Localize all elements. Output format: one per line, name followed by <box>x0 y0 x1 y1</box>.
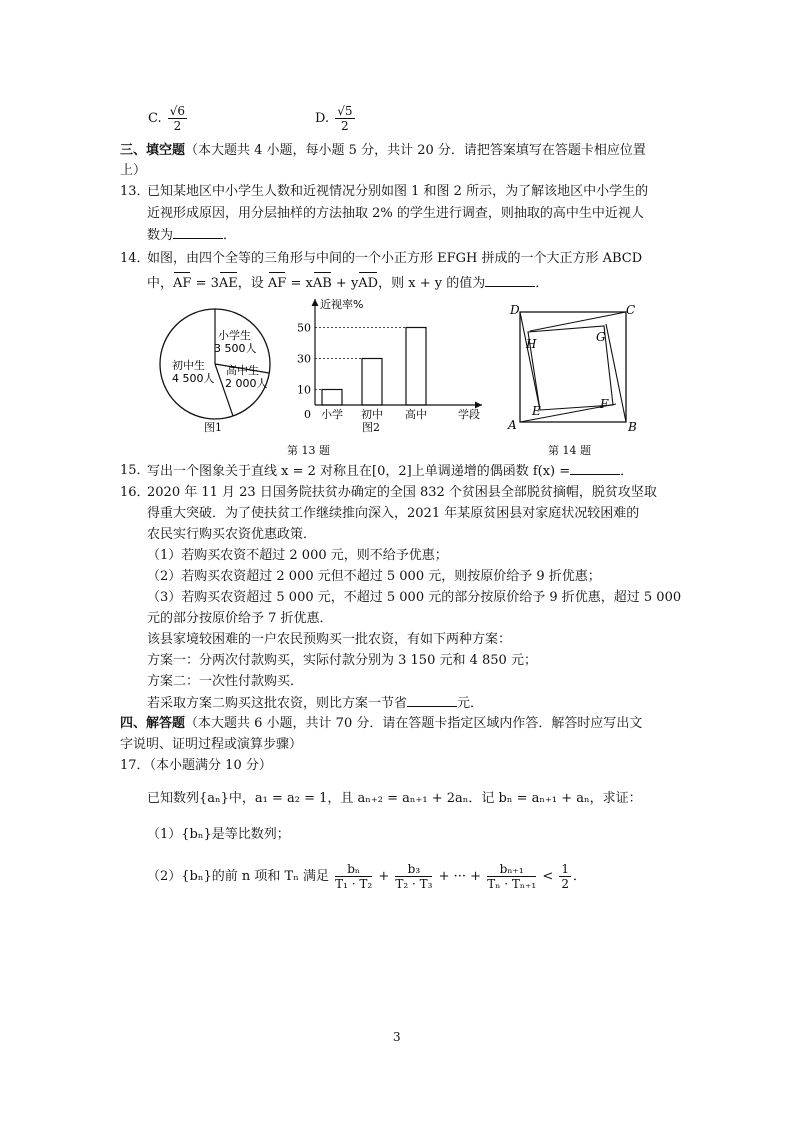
option-c-label: C. <box>148 111 162 126</box>
q14-eq3: = 3 <box>191 276 219 291</box>
q16-ask-text: 若采取方案二购买这批农资，则比方案一节省 <box>147 696 408 711</box>
q16-line3: 农民实行购买农资优惠政策． <box>147 527 317 542</box>
q17-frac-1 <box>335 862 372 891</box>
pie-label-primary: 小学生 <box>218 329 251 342</box>
page-number: 3 <box>393 1030 401 1044</box>
chart-y-label: 近视率% <box>320 298 364 311</box>
section3-heading: 三、填空题 <box>120 143 186 158</box>
q13-number: 13． <box>120 184 150 199</box>
label-d: D <box>510 303 520 317</box>
x-tick-label-1: 小学 <box>321 408 343 421</box>
q14-line2-b: ，设 <box>237 276 268 291</box>
q14-line2 <box>147 274 548 293</box>
section4-heading: 四、解答题 <box>120 716 186 731</box>
q15-end: ． <box>620 464 634 479</box>
vector-ae: AE <box>218 276 238 291</box>
y-tick-label-1: 0 <box>304 408 311 421</box>
q16-rule1: （1）若购买农资不超过 2 000 元，则不给予优惠； <box>147 548 448 563</box>
q17-end: ． <box>573 869 587 884</box>
bar-3 <box>406 328 426 406</box>
q15-text: 写出一个图象关于直线 x = 2 对称且在[0，2]上单调递增的偶函数 f(x) = <box>147 464 571 479</box>
label-g: G <box>596 330 606 344</box>
figure1-caption: 图1 <box>204 421 222 434</box>
q16-rule3b: 元的部分按原价给予 7 折优惠． <box>147 611 333 626</box>
q14-answer-blank[interactable] <box>485 274 535 287</box>
option-d-label: D. <box>315 111 330 126</box>
chart-x-label: 学段 <box>458 408 480 421</box>
q13-line3-end: ． <box>223 228 237 243</box>
q16-rule2: （2）若购买农资超过 2 000 元但不超过 5 000 元，则按原价给予 9 折优惠； <box>147 569 601 584</box>
x-tick-label-3: 高中 <box>405 408 427 421</box>
q14-eq-x: = x <box>286 276 313 291</box>
q14-line2-c: ，则 x + y 的值为 <box>378 276 486 291</box>
q17-frac-2-den: T₂ · T₃ <box>395 877 433 891</box>
option-c <box>148 104 189 133</box>
q17-frac-3 <box>487 862 536 891</box>
vector-ab: AB <box>312 276 332 291</box>
q17-half-num: 1 <box>561 862 569 876</box>
q17-frac-2-num: b₃ <box>395 862 432 877</box>
q14-number: 14． <box>120 251 150 266</box>
q16-line1: 2020 年 11 月 23 日国务院扶贫办确定的全国 832 个贫困县全部脱贫摘帽，脱贫攻坚取 <box>147 485 657 500</box>
vector-af: AF <box>173 276 192 291</box>
q16-number: 16． <box>120 485 150 500</box>
vector-af-2: AF <box>267 276 287 291</box>
bar-2 <box>362 359 382 406</box>
label-e: E <box>532 404 541 418</box>
pie-label-senior: 高中生 <box>226 364 259 377</box>
pie-count-junior: 4 500人 <box>172 372 215 385</box>
x-tick-label-2: 初中 <box>361 408 383 421</box>
y-tick-label-2: 10 <box>297 383 311 397</box>
chart-y-ticks <box>297 322 311 422</box>
q13-answer-blank[interactable] <box>173 226 223 239</box>
q13-line3-text: 数为 <box>147 228 174 243</box>
q14-plus-y: + y <box>331 276 359 291</box>
pie-count-senior: 2 000人 <box>225 377 268 390</box>
pie-label-junior: 初中生 <box>172 359 205 372</box>
pie-count-primary: 3 500人 <box>214 342 257 355</box>
q17-frac-1-num: bₙ <box>335 862 372 877</box>
segment-de <box>520 312 540 410</box>
q13-line1: 已知某地区中小学生人数和近视情况分别如图 1 和图 2 所示，为了解该地区中小学生的 <box>147 184 649 199</box>
label-h: H <box>526 337 537 351</box>
q17-frac-3-den: Tₙ · Tₙ₊₁ <box>487 877 537 891</box>
figure2-caption: 图2 <box>362 421 380 434</box>
figure13-caption: 第 13 题 <box>287 444 330 457</box>
option-d-fraction <box>335 104 354 133</box>
q17-frac-1-den: T₁ · T₂ <box>335 877 373 891</box>
figure14-geometry <box>500 300 650 436</box>
vector-ad: AD <box>358 276 379 291</box>
label-c: C <box>626 303 636 317</box>
q16-ask <box>147 694 483 713</box>
option-d-denominator: 2 <box>341 119 349 133</box>
q17-less-than: < <box>542 869 554 884</box>
q14-line2-a: 中， <box>147 276 174 291</box>
q14-line1: 如图，由四个全等的三角形与中间的一个小正方形 EFGH 拼成的一个大正方形 ABCD <box>147 251 643 266</box>
q17-points: （本小题满分 10 分） <box>149 758 272 773</box>
q17-number: 17． <box>120 758 150 773</box>
q14-line2-end: ． <box>535 276 549 291</box>
q16-ask-end: 元． <box>457 696 484 711</box>
q16-line2: 得重大突破．为了使扶贫工作继续推向深入，2021 年某原贫困县对家庭状况较困难的 <box>147 506 640 521</box>
q16-answer-blank[interactable] <box>407 694 457 707</box>
q16-rule3: （3）若购买农资超过 5 000 元，不超过 5 000 元的部分按原价给予 9 折优惠，超过 5 000 <box>147 590 682 605</box>
option-c-fraction <box>168 104 187 133</box>
q17-frac-half <box>559 862 571 891</box>
figure2-bar-chart <box>290 294 490 436</box>
figure14-caption: 第 14 题 <box>548 444 591 457</box>
section3-note-2: 上） <box>120 163 147 178</box>
y-tick-label-4: 50 <box>297 321 311 335</box>
q17-half-den: 2 <box>561 877 569 891</box>
section4-note-1: （本大题共 6 小题，共计 70 分．请在答题卡指定区域内作答．解答时应写出文 <box>185 716 643 731</box>
q17-part2 <box>147 862 586 891</box>
q16-plan2: 方案二：一次性付款购买． <box>147 674 304 689</box>
section4-note-2: 字说明、证明过程或演算步骤） <box>120 737 303 752</box>
section3-heading-line <box>120 142 646 160</box>
section3-note-1: （本大题共 4 小题，每小题 5 分，共计 20 分．请把答案填写在答题卡相应位置 <box>185 143 646 158</box>
q15-answer-blank[interactable] <box>570 462 620 475</box>
q13-line3 <box>147 226 236 245</box>
chart-bars <box>315 328 426 406</box>
option-c-denominator: 2 <box>173 119 182 133</box>
label-a: A <box>508 418 517 432</box>
q15-number: 15． <box>120 463 150 478</box>
bar-1 <box>322 390 342 406</box>
y-tick-label-3: 30 <box>297 352 311 366</box>
q17-dots: + ··· + <box>438 869 482 884</box>
q15-line <box>147 462 633 481</box>
q17-part2-text: （2）{bₙ}的前 n 项和 Tₙ 满足 <box>147 869 329 884</box>
q17-part1: （1）{bₙ}是等比数列； <box>147 827 290 842</box>
section4-heading-line <box>120 715 642 733</box>
q16-case: 该县家境较困难的一户农民预购买一批农资，有如下两种方案： <box>147 632 512 647</box>
q17-stem: 已知数列{aₙ}中，a₁ = a₂ = 1，且 aₙ₊₂ = aₙ₊₁ + 2aₙ．记 bₙ = aₙ₊₁ + aₙ，求证： <box>147 791 642 806</box>
option-c-numerator: √6 <box>169 104 186 118</box>
q17-frac-2 <box>395 862 432 891</box>
q16-plan1: 方案一：分两次付款购买，实际付款分别为 3 150 元和 4 850 元； <box>147 653 537 668</box>
label-f: F <box>600 397 609 411</box>
option-d-numerator: √5 <box>337 104 353 118</box>
figure1-pie <box>158 306 278 436</box>
q17-plus: + <box>378 869 390 884</box>
q13-line2: 近视形成原因，用分层抽样的方法抽取 2% 的学生进行调查，则抽取的高中生中近视人 <box>147 206 644 221</box>
q17-header <box>120 757 272 775</box>
label-b: B <box>628 420 637 434</box>
q17-frac-3-num: bₙ₊₁ <box>487 862 536 877</box>
option-d <box>315 104 357 133</box>
chart-x-ticks <box>321 407 427 421</box>
